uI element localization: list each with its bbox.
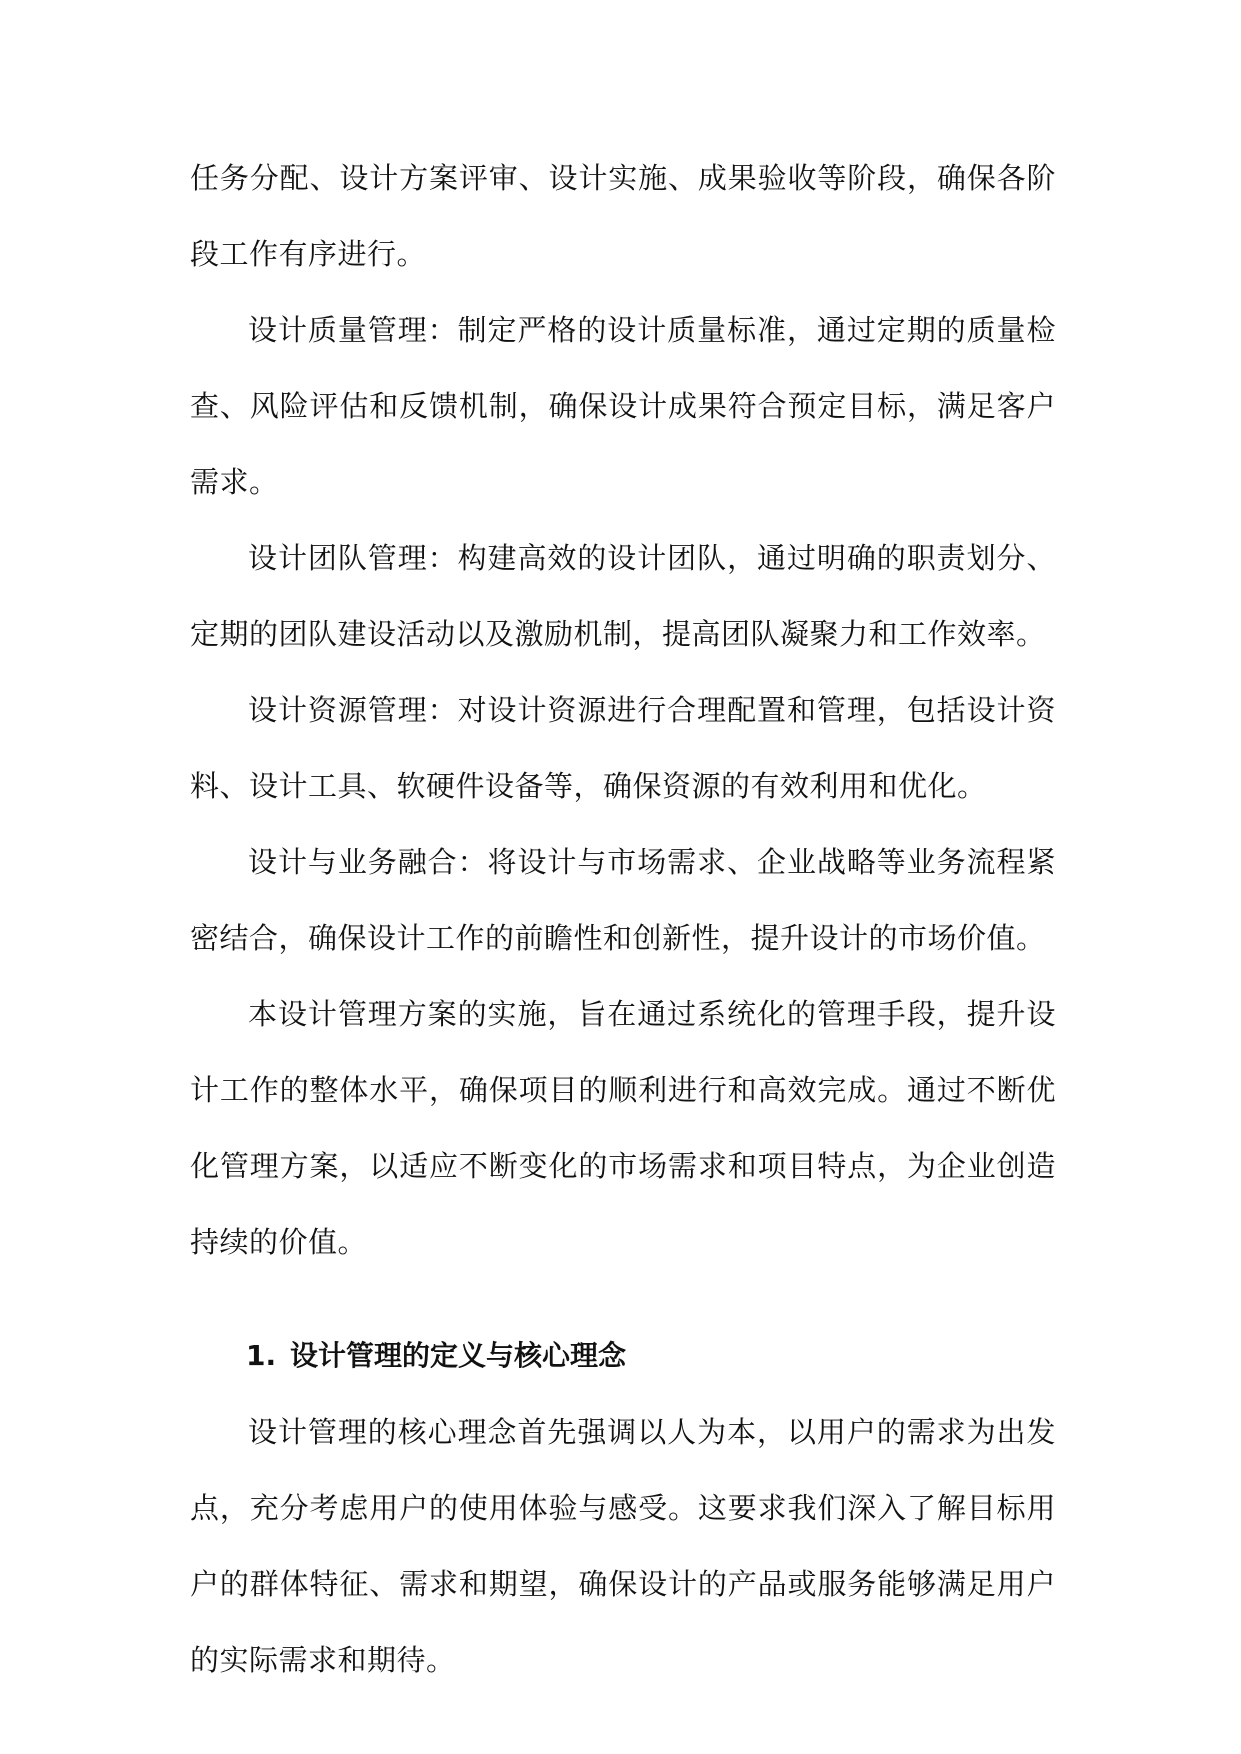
paragraph-team-management: 设计团队管理：构建高效的设计团队，通过明确的职责划分、定期的团队建设活动以及激励机制，提高团队凝聚力和工作效率。 xyxy=(190,541,1056,651)
section-number: 1. xyxy=(246,1339,277,1372)
section-title: 设计管理的定义与核心理念 xyxy=(290,1339,627,1372)
paragraph-resource-management: 设计资源管理：对设计资源进行合理配置和管理，包括设计资料、设计工具、软硬件设备等，确保资源的有效利用和优化。 xyxy=(190,693,1056,803)
section-heading xyxy=(190,1318,1056,1394)
paragraph-core-concept: 设计管理的核心理念首先强调以人为本，以用户的需求为出发点，充分考虑用户的使用体验与感受。这要求我们深入了解目标用户的群体特征、需求和期望，确保设计的产品或服务能够满足用户的实际需求和期待。 xyxy=(190,1415,1056,1677)
paragraph-task-phases: 任务分配、设计方案评审、设计实施、成果验收等阶段，确保各阶段工作有序进行。 xyxy=(190,161,1056,271)
paragraph-quality-management: 设计质量管理：制定严格的设计质量标准，通过定期的质量检查、风险评估和反馈机制，确保设计成果符合预定目标，满足客户需求。 xyxy=(190,313,1056,499)
paragraph-business-integration: 设计与业务融合：将设计与市场需求、企业战略等业务流程紧密结合，确保设计工作的前瞻性和创新性，提升设计的市场价值。 xyxy=(190,845,1056,955)
document-body xyxy=(190,140,1056,1698)
paragraph-summary: 本设计管理方案的实施，旨在通过系统化的管理手段，提升设计工作的整体水平，确保项目的顺利进行和高效完成。通过不断优化管理方案，以适应不断变化的市场需求和项目特点，为企业创造持续的价值。 xyxy=(190,997,1056,1259)
